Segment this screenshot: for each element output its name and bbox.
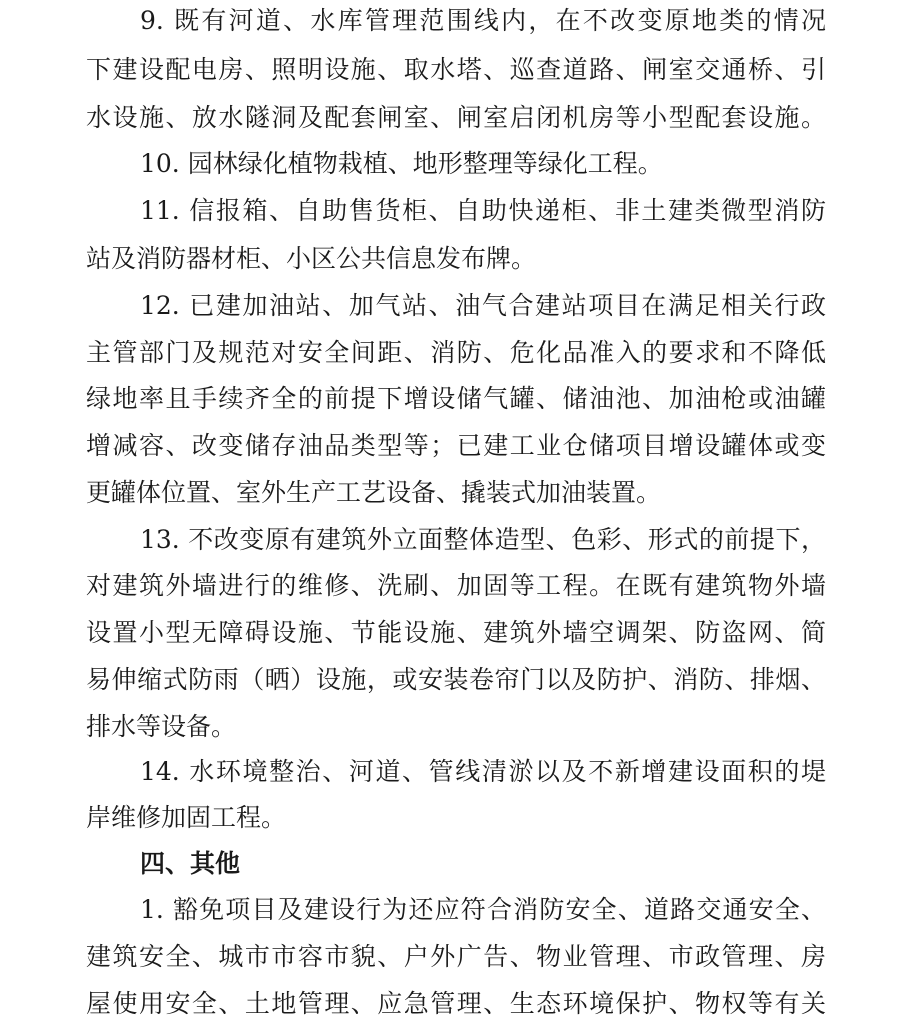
section-item-1-line-1: 1. 豁免项目及建设行为还应符合消防安全、道路交通安全、 [140,895,826,924]
item-12-line-5: 更罐体位置、室外生产工艺设备、撬装式加油装置。 [86,478,662,507]
item-14-line-2: 岸维修加固工程。 [86,803,287,832]
item-13-line-2: 对建筑外墙进行的维修、洗刷、加固等工程。在既有建筑物外墙 [86,571,826,600]
section-heading: 四、其他 [140,849,241,878]
item-12-line-2: 主管部门及规范对安全间距、消防、危化品准入的要求和不降低 [86,338,826,367]
section-item-1-line-2: 建筑安全、城市市容市貌、户外广告、物业管理、市政管理、房 [86,942,826,971]
item-11-line-1: 11. 信报箱、自助售货柜、自助快递柜、非土建类微型消防 [140,196,826,225]
item-10-line-1: 10. 园林绿化植物栽植、地形整理等绿化工程。 [140,149,663,178]
item-13-line-4: 易伸缩式防雨（晒）设施，或安装卷帘门以及防护、消防、排烟、 [86,665,826,694]
item-14-line-1: 14. 水环境整治、河道、管线清淤以及不新增建设面积的堤 [140,757,826,786]
section-item-1-line-3: 屋使用安全、土地管理、应急管理、生态环境保护、物权等有关 [86,989,826,1018]
item-13-line-5: 排水等设备。 [86,712,237,741]
item-12-line-4: 增减容、改变储存油品类型等；已建工业仓储项目增设罐体或变 [86,431,826,460]
item-11-line-2: 站及消防器材柜、小区公共信息发布牌。 [86,244,537,273]
item-12-line-1: 12. 已建加油站、加气站、油气合建站项目在满足相关行政 [140,291,826,320]
item-13-line-3: 设置小型无障碍设施、节能设施、建筑外墙空调架、防盗网、简 [86,618,826,647]
item-9-line-1: 9. 既有河道、水库管理范围线内，在不改变原地类的情况 [140,6,826,35]
item-12-line-3: 绿地率且手续齐全的前提下增设储气罐、储油池、加油枪或油罐 [86,384,826,413]
item-9-line-2: 下建设配电房、照明设施、取水塔、巡查道路、闸室交通桥、引 [86,55,826,84]
item-13-line-1: 13. 不改变原有建筑外立面整体造型、色彩、形式的前提下， [140,525,826,554]
item-9-line-3: 水设施、放水隧洞及配套闸室、闸室启闭机房等小型配套设施。 [86,103,826,132]
